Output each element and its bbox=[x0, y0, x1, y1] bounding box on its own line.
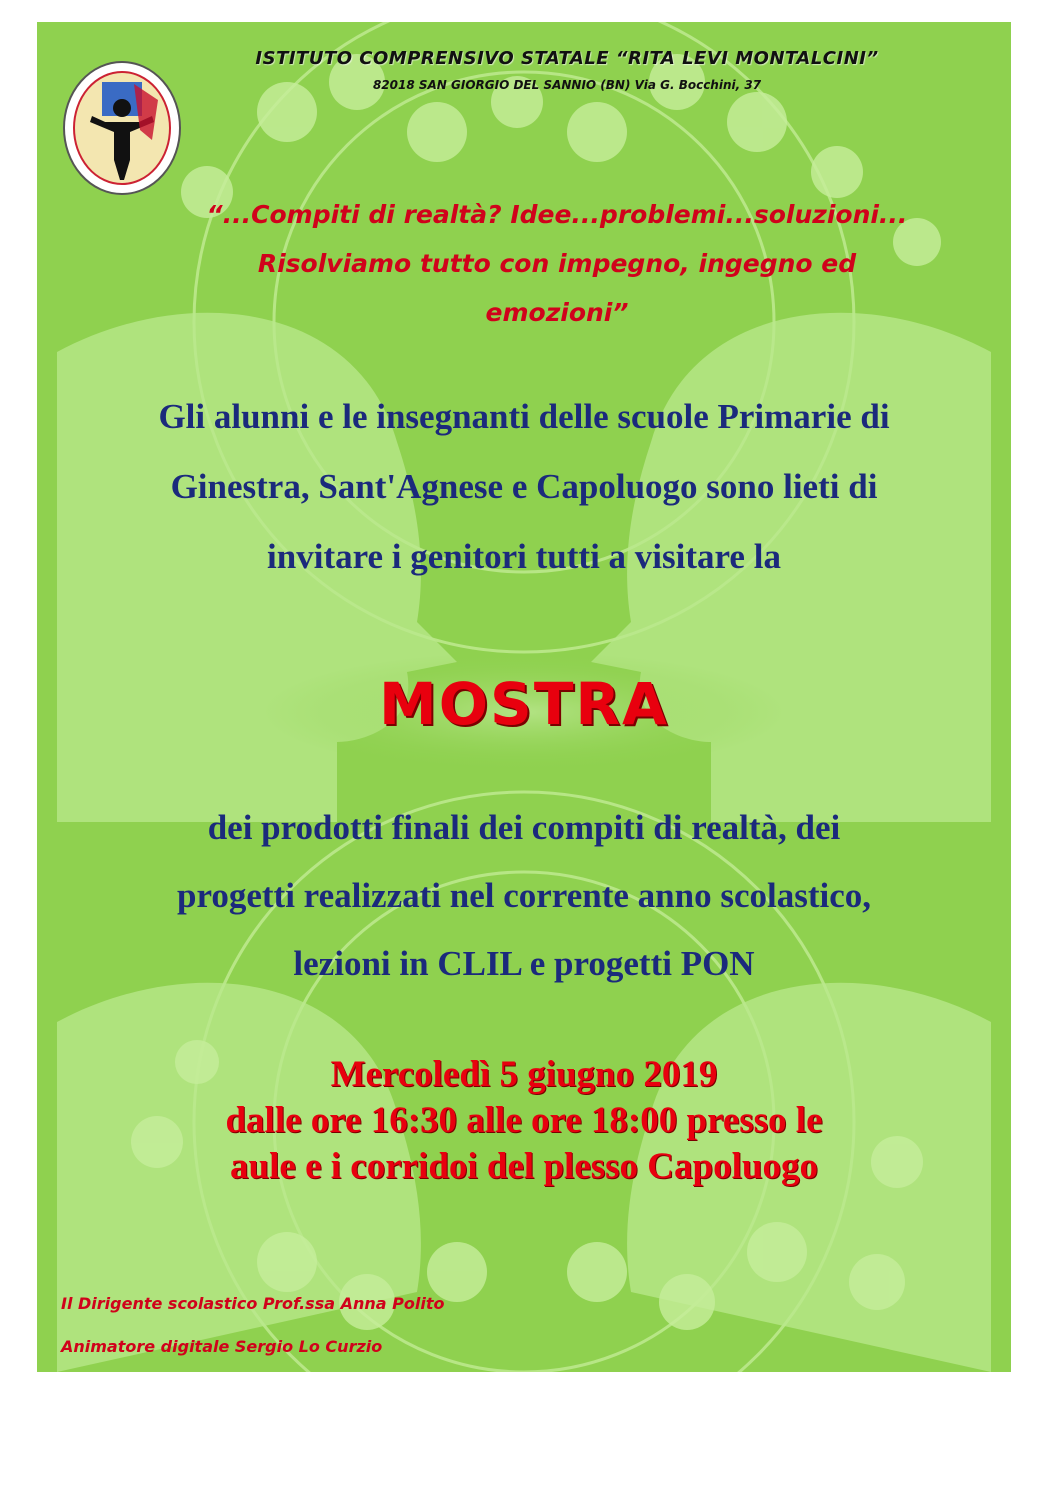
invitation-line: Ginestra, Sant'Agnese e Capoluogo sono lieti di bbox=[170, 467, 878, 506]
motto-line: Risolviamo tutto con impegno, ingegno ed bbox=[257, 249, 857, 278]
exhibition-details bbox=[57, 794, 991, 998]
details-line: dei prodotti finali dei compiti di realtà, dei bbox=[207, 808, 841, 847]
school-logo bbox=[62, 60, 182, 196]
invitation-line: Gli alunni e le insegnanti delle scuole Primarie di bbox=[158, 397, 890, 436]
event-time: dalle ore 16:30 alle ore 18:00 presso le bbox=[225, 1100, 823, 1141]
school-name: ISTITUTO COMPRENSIVO STATALE “RITA LEVI MONTALCINI” bbox=[255, 48, 879, 69]
motto-line: emozioni” bbox=[485, 298, 629, 327]
details-line: lezioni in CLIL e progetti PON bbox=[293, 944, 755, 983]
digital-animator-signature: Animatore digitale Sergio Lo Curzio bbox=[61, 1337, 383, 1356]
event-location: aule e i corridoi del plesso Capoluogo bbox=[230, 1146, 818, 1187]
invitation-line: invitare i genitori tutti a visitare la bbox=[267, 537, 781, 576]
principal-signature: Il Dirigente scolastico Prof.ssa Anna Polito bbox=[61, 1294, 445, 1313]
poster bbox=[37, 22, 1011, 1372]
motto-line: “...Compiti di realtà? Idee...problemi...soluzioni... bbox=[206, 200, 908, 229]
details-line: progetti realizzati nel corrente anno scolastico, bbox=[176, 876, 871, 915]
school-address: 82018 SAN GIORGIO DEL SANNIO (BN) Via G. Bocchini, 37 bbox=[372, 78, 762, 92]
motto bbox=[147, 190, 967, 337]
event-date: Mercoledì 5 giugno 2019 bbox=[330, 1054, 718, 1095]
headline-mostra: MOSTRA bbox=[379, 670, 669, 738]
event-info bbox=[77, 1052, 971, 1190]
invitation-text bbox=[57, 382, 991, 592]
